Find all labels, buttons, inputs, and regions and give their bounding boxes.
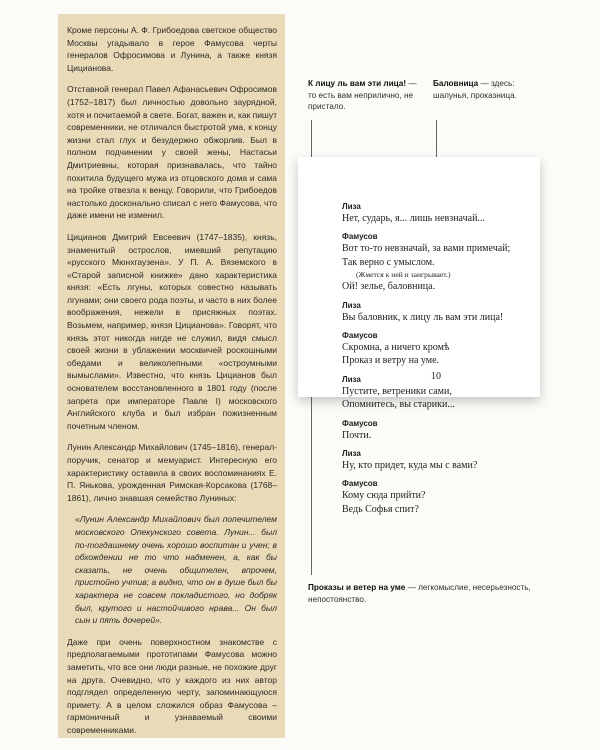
sidebar-conclusion: Даже при очень поверхностном знакомстве с предполагаемыми прототипами Фамусова можно заметить, что все они люди разные, не похожие друг на друга. Очевидно, что у каждого из них автор подглядел определенную черту, запоминающуюся примету. А в целом сложился образ Фамусова – гармоничный и узнаваемый своими современниками. [67, 636, 277, 735]
note-definition: — здесь: шалунья, проказница. [433, 79, 517, 100]
line: Нет, сударь, я... лишь невзначай... [342, 213, 485, 224]
play-page [298, 157, 540, 515]
line: Ну, кто придет, куда мы с вами? [342, 460, 478, 472]
speaker: Фамусов [342, 479, 378, 489]
speaker: Фамусов [342, 232, 378, 242]
line: Пустите, ветреники сами, [342, 385, 452, 397]
line: Вот то-то невзначай, за вами примечай; [342, 243, 511, 255]
leader-line [311, 380, 312, 575]
note-term: Проказы и ветер на уме [308, 583, 406, 592]
line: Скромна, а ничего кромѣ [342, 342, 450, 354]
line: Проказ и ветру на уме. [342, 355, 440, 367]
sidebar-lunin: Лунин Александр Михайлович (1745–1816), генерал-поручик, сенатор и мемуарист. Интересную его характеристику оставила в своих воспоминаниях Е. П. Янькова, урожденная Римская-Корсакова (1768–1861), лично знавшая семейство Луниных: [67, 442, 277, 503]
sidebar-prototypes [58, 14, 285, 738]
sidebar-tsitsianov: Цицианов Дмитрий Евсеевич (1747–1835), князь, знаменитый острослов, имевший репутацию «русского Мюнхгаузена». У П. А. Вяземского в «Старой записной книжке» дано характеристика князя: «Есть лгуны, которых совестно называть лгунами; они своего рода поэты, и часто в них более воображения, нежели в присяжных поэтах. Возьмем, например, князя Цицианова». Говорят, что князь этот никогда нигде не служил, видя смысл своей жизни в ублажении москвичей роскошными обедами и великолепными «остроумными вымыслами». Известно, что князь Цицианов был основателем восстановленного в 1801 году (после запрета при императоре Павле I) московского Английского клуба и был избран пожизненным почетным членом. [67, 231, 277, 431]
speaker: Лиза [342, 374, 361, 384]
speaker: Лиза [342, 300, 361, 310]
note-term: К лицу ль вам эти лица! [308, 79, 407, 88]
stage-direction: (Жмется к ней и заигрывает.) [356, 270, 451, 280]
note-k-litsu [308, 78, 418, 113]
sidebar-ofrosimov: Отставной генерал Павел Афанасьевич Офросимов (1752–1817) был личностью довольно заурядной, хотя и почитаемой в свете. Богат, важен и, как пишут современники, не отличался быстротой ума, к концу жизни стал глух и безудержно обжорлив. Был в полном подчинении у своей жены, Настасьи Дмитриевны, которая признавалась, что тайно похитила будущего мужа из отцовского дома и сама на тройке отвезла к венцу. Говорили, что Грибоедов настолько досконально списал с него Фамусова, что даже имени не изменил. [67, 84, 277, 221]
line: Почти. [342, 429, 372, 441]
line: Так верно с умыслом. [342, 256, 435, 268]
note-balovnitsa [433, 78, 538, 101]
line: Кому сюда прийти? [342, 490, 426, 502]
sidebar-intro: Кроме персоны А. Ф. Грибоедова светское общество Москвы угадывало в герое Фамусова черты генералов Офросимова и Лунина, а также князя Цицианова. [67, 25, 277, 73]
line: Опомнитесь, вы старики... [342, 399, 455, 411]
sidebar-quote: «Лунин Александр Михайлович был попечителем московского Опекунского совета. Лунин... был по-тогдашнему очень хорошо воспитан и учен; в обхождении не то что надменен, а, как бы сказать, не очень общителен, впрочем, пристойно учтив; а видно, что он в душе был бы характера не совсем покладистого, но добряк был, крутого и настойчивого нрава... Он был сын и пять дочерей». [75, 514, 277, 626]
note-definition: — легкомыслие, несерьезность, непостоянство. [308, 583, 531, 604]
speaker: Лиза [342, 202, 361, 211]
note-term: Баловница [433, 79, 479, 88]
line: Ой! зелье, баловница. [342, 281, 436, 293]
note-definition: — то есть вам неприлично, не пристало. [308, 79, 417, 111]
note-prokazy [308, 582, 540, 605]
line: Вы баловник, к лицу ль вам эти лица! [342, 311, 504, 323]
speaker: Лиза [342, 449, 361, 459]
speaker: Фамусов [342, 418, 378, 428]
speaker: Фамусов [342, 331, 378, 341]
line: Ведь Софья спит? [342, 503, 419, 515]
page-number: 10 [431, 370, 441, 382]
